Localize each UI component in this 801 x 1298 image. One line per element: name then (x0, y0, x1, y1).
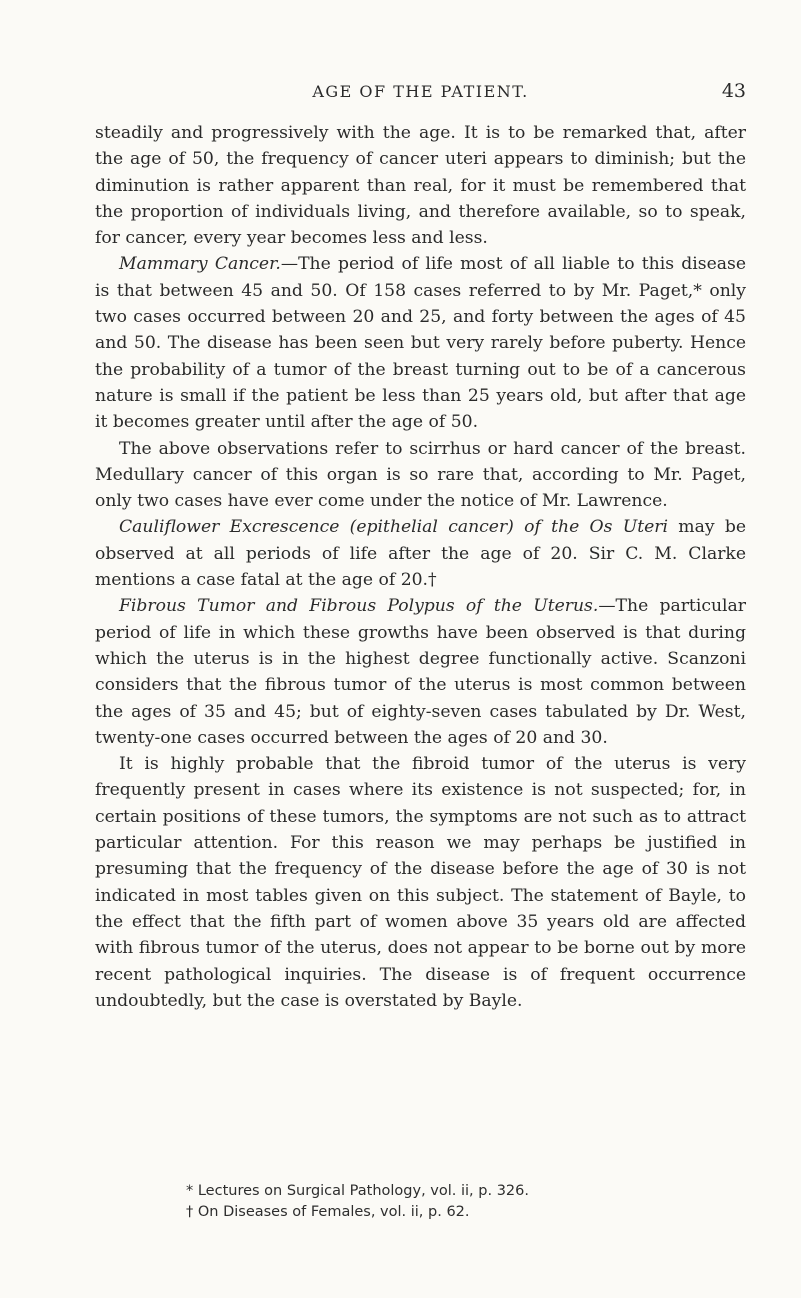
section-heading-mammary-cancer: Mammary Cancer. (119, 254, 281, 275)
paragraph-fibrous-tumor-text: —The particular period of life in which these growths have been observed is that during which the uterus is in the highest degree functionally active. Scanzoni considers that the fibrous tumor of the uterus is most common between the ages of 35 and 45; but of eighty-seven cases tabulated by Dr. West, twenty-one cases occurred between the ages of 20 and 30. (95, 596, 746, 748)
paragraph-cauliflower-excrescence (95, 514, 746, 593)
paragraph-fibroid-frequency: It is highly probable that the fibroid tumor of the uterus is very frequently present in cases where its existence is not suspected; for, in certain positions of these tumors, the symptoms are not such as to attract particular attention. For this reason we may perhaps be justified in presuming that the frequency of the disease before the age of 30 is not indicated in most tables given on this subject. The statement of Bayle, to the effect that the fifth part of women above 35 years old are affected with fibrous tumor of the uterus, does not appear to be borne out by more recent pathological inquiries. The disease is of frequent occurrence undoubtedly, but the case is overstated by Bayle. (95, 754, 746, 1011)
footnote-2: † On Diseases of Females, vol. ii, p. 62. (186, 1204, 470, 1220)
footnotes (186, 1181, 746, 1223)
body-text (95, 120, 746, 1014)
running-title: AGE OF THE PATIENT. (312, 82, 529, 101)
paragraph-mammary-cancer-text: —The period of life most of all liable to this disease is that between 45 and 50. Of 158 cases referred to by Mr. Paget,* only two cases occurred between 20 and 25, and forty between the ages of 45 and 50. The disease has been seen but very rarely before puberty. Hence the probability of a tumor of the breast turning out to be of a cancerous nature is small if the patient be less than 25 years old, but after that age it becomes greater until after the age of 50. (95, 254, 747, 433)
paragraph-cauliflower-excrescence-text: may be observed at all periods of life after the age of 20. Sir C. M. Clarke mentions a case fatal at the age of 20.† (95, 517, 746, 591)
paragraph-scirrhus: The above observations refer to scirrhus or hard cancer of the breast. Medullary cancer of this organ is so rare that, according to Mr. Paget, only two cases have ever come under the notice of Mr. Lawrence. (95, 438, 746, 512)
section-heading-cauliflower-excrescence: Cauliflower Excrescence (epithelial cancer) of the Os Uteri (119, 517, 669, 538)
paragraph-mammary-cancer (95, 251, 746, 435)
paragraph-1: steadily and progressively with the age. It is to be remarked that, after the age of 50, the frequency of cancer uteri appears to diminish; but the diminution is rather apparent than real, for it must be remembered that the proportion of individuals living, and therefore available, so to speak, for cancer, every year becomes less and less. (95, 123, 746, 249)
paragraph-fibrous-tumor (95, 593, 746, 751)
footnote-1: * Lectures on Surgical Pathology, vol. ii, p. 326. (186, 1183, 529, 1199)
section-heading-fibrous-tumor: Fibrous Tumor and Fibrous Polypus of the Uterus. (119, 596, 599, 617)
running-head (95, 82, 746, 108)
page-number: 43 (721, 80, 746, 102)
